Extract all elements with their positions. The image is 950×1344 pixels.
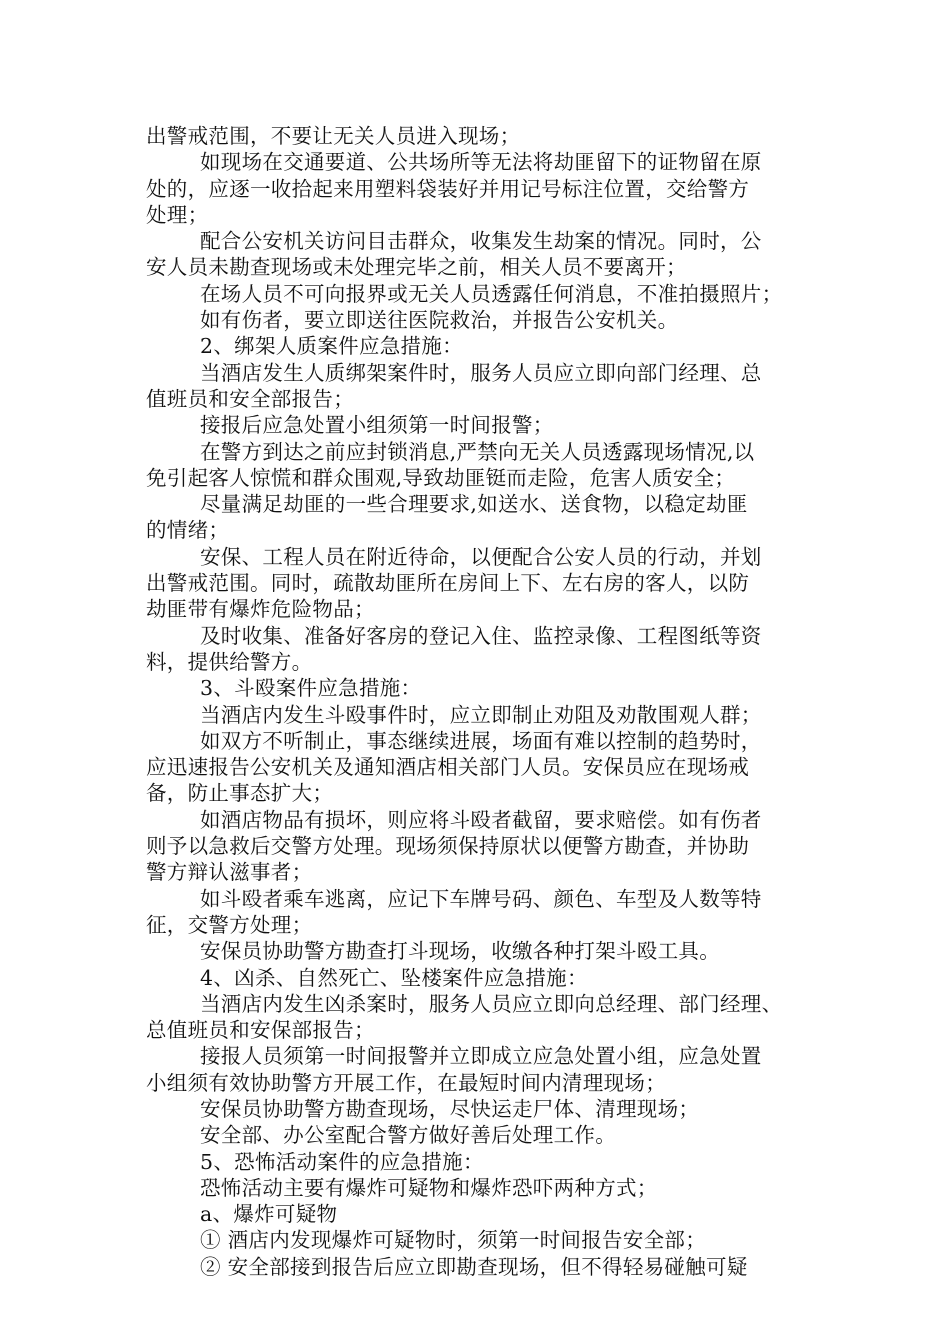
text-line: 免引起客人惊慌和群众围观,导致劫匪铤而走险，危害人质安全；: [146, 465, 736, 490]
text-line: 出警戒范围。同时，疏散劫匪所在房间上下、左右房的客人，以防: [146, 571, 750, 596]
text-line: 配合公安机关访问目击群众，收集发生劫案的情况。同时，公: [200, 229, 762, 254]
text-line: 如现场在交通要道、公共场所等无法将劫匪留下的证物留在原: [200, 150, 762, 175]
text-line: 接报后应急处置小组须第一时间报警；: [200, 413, 554, 438]
text-line: 当酒店内发生凶杀案时，服务人员应立即向总经理、部门经理、: [200, 991, 783, 1016]
text-line: 如有伤者，要立即送往医院救治，并报告公安机关。: [200, 308, 679, 333]
text-line: 3、斗殴案件应急措施：: [200, 676, 422, 701]
text-line: 尽量满足劫匪的一些合理要求,如送水、送食物，以稳定劫匪: [200, 492, 748, 517]
text-line: 处理；: [146, 202, 209, 227]
text-line: 警方辩认滋事者；: [146, 860, 313, 885]
text-line: 的情绪；: [146, 518, 230, 543]
text-line: 应迅速报告公安机关及通知酒店相关部门人员。安保员应在现场戒: [146, 755, 750, 780]
text-line: 5、恐怖活动案件的应急措施：: [200, 1149, 484, 1174]
text-line: 则予以急救后交警方处理。现场须保持原状以便警方勘查，并协助: [146, 834, 750, 859]
text-line: 处的，应逐一收拾起来用塑料袋装好并用记号标注位置，交给警方: [146, 176, 750, 201]
text-line: 安全部、办公室配合警方做好善后处理工作。: [200, 1123, 616, 1148]
text-line: 如酒店物品有损坏，则应将斗殴者截留，要求赔偿。如有伤者: [200, 807, 762, 832]
text-line: 劫匪带有爆炸危险物品；: [146, 597, 375, 622]
text-line: 料，提供给警方。: [146, 649, 313, 674]
text-line: 如双方不听制止，事态继续进展，场面有难以控制的趋势时，: [200, 728, 762, 753]
text-line: 征，交警方处理；: [146, 912, 313, 937]
text-line: 总值班员和安保部报告；: [146, 1018, 375, 1043]
text-line: 及时收集、准备好客房的登记入住、监控录像、工程图纸等资: [200, 623, 762, 648]
text-line: 当酒店发生人质绑架案件时，服务人员应立即向部门经理、总: [200, 360, 762, 385]
text-line: 安保员协助警方勘查打斗现场，收缴各种打架斗殴工具。: [200, 939, 720, 964]
text-line: 2、绑架人质案件应急措施：: [200, 334, 463, 359]
text-line: 当酒店内发生斗殴事件时，应立即制止劝阻及劝散围观人群；: [200, 702, 762, 727]
text-line: 如斗殴者乘车逃离，应记下车牌号码、颜色、车型及人数等特: [200, 886, 762, 911]
text-line: 值班员和安全部报告；: [146, 386, 354, 411]
text-line: 备，防止事态扩大；: [146, 781, 334, 806]
text-line: 4、凶杀、自然死亡、坠楼案件应急措施：: [200, 965, 588, 990]
text-line: 在场人员不可向报界或无关人员透露任何消息，不准拍摄照片；: [200, 281, 783, 306]
text-line: 安保、工程人员在附近待命，以便配合公安人员的行动，并划: [200, 544, 762, 569]
text-line: ① 酒店内发现爆炸可疑物时，须第一时间报告安全部；: [200, 1228, 707, 1253]
text-line: 恐怖活动主要有爆炸可疑物和爆炸恐吓两种方式；: [200, 1175, 658, 1200]
text-line: 在警方到达之前应封锁消息,严禁向无关人员透露现场情况,以: [200, 439, 755, 464]
text-line: ② 安全部接到报告后应立即勘查现场，但不得轻易碰触可疑: [200, 1254, 748, 1279]
text-line: 接报人员须第一时间报警并立即成立应急处置小组，应急处置: [200, 1044, 762, 1069]
document-body: [146, 123, 816, 1280]
text-line: 安人员未勘查现场或未处理完毕之前，相关人员不要离开；: [146, 255, 687, 280]
text-line: 出警戒范围，不要让无关人员进入现场；: [146, 124, 521, 148]
text-line: a、爆炸可疑物: [200, 1202, 338, 1227]
text-line: 小组须有效协助警方开展工作，在最短时间内清理现场；: [146, 1070, 666, 1095]
text-line: 安保员协助警方勘查现场，尽快运走尸体、清理现场；: [200, 1096, 700, 1121]
